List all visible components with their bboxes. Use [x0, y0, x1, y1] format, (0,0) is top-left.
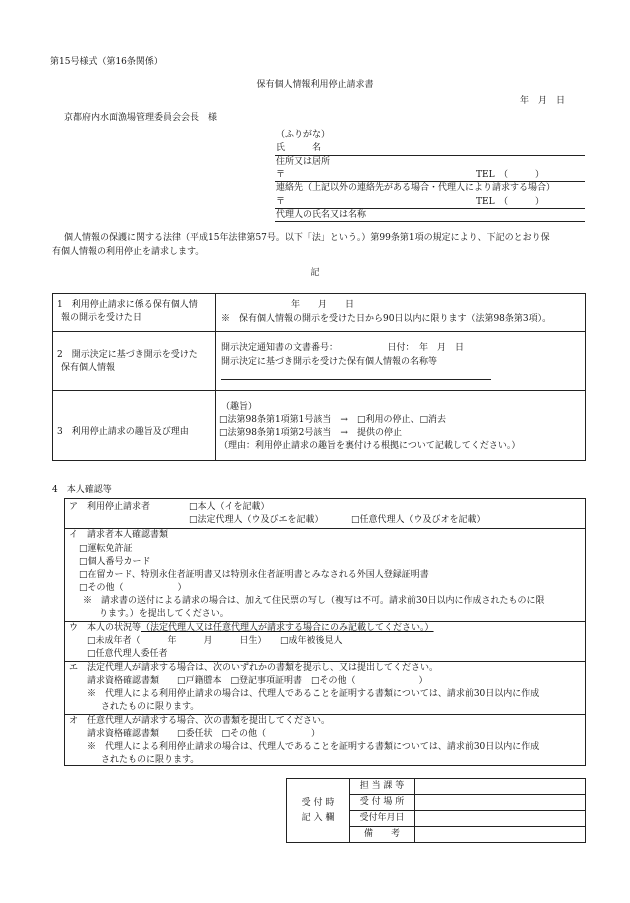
postal-mark-2: 〒: [276, 197, 286, 207]
e-note-2: されたものに限ります。: [101, 702, 200, 712]
e-note-1: ※ 代理人による利用停止請求の場合は、代理人であることを証明する書類については、請求前30日以内に作成: [87, 689, 540, 699]
reception-table: [286, 778, 586, 843]
e-docs: 請求資格確認書類 □戸籍謄本 □登記事項証明書 □その他（ ）: [87, 676, 428, 686]
tel-1: TEL （ ）: [476, 170, 545, 180]
id-sep-4: [65, 714, 585, 715]
row2-docnum: 開示決定通知書の文書番号： 日付： 年 月 日: [221, 343, 465, 353]
i-doc-residence: □在留カード、特別永住者証明書又は特別永住者証明書とみなされる外国人登録証明書: [79, 570, 429, 580]
o-docs: 請求資格確認書類 □委任状 □その他（ ）: [87, 729, 321, 739]
a-option-self: □本人（イを記載）: [189, 502, 270, 512]
identity-table: [64, 498, 586, 766]
row3-gist: （趣旨）: [221, 402, 258, 412]
row-sep-2: [53, 390, 585, 391]
reception-label-1: 受 付 時: [301, 798, 335, 809]
u-label-underlined: （法定代理人又は任意代理人が請求する場合にのみ記載してください。）: [141, 623, 434, 633]
u-label-prefix: ウ 本人の状況等: [69, 623, 142, 633]
document-title: 保有個人情報利用停止請求書: [256, 80, 374, 90]
a-option-voluntary: □任意代理人（ウ及びオを記載）: [351, 515, 486, 525]
request-table: [52, 293, 586, 461]
reception-value[interactable]: [415, 811, 586, 827]
contact-line: [275, 208, 585, 209]
i-note-2: ります。）を提出してください。: [99, 609, 229, 619]
u-option-2: □任意代理人委任者: [87, 649, 168, 659]
tel-2: TEL （ ）: [476, 197, 545, 207]
agent-line: [275, 221, 585, 222]
row1-date: 年 月 日: [291, 300, 355, 310]
contact-label: 連絡先（上記以外の連絡先がある場合・代理人により請求する場合）: [276, 183, 556, 193]
reception-label-cell: [287, 779, 350, 843]
i-label: イ 請求者本人確認書類: [69, 530, 169, 540]
reception-value[interactable]: [415, 779, 586, 795]
a-label: ア 利用停止請求者: [69, 502, 151, 512]
row3-option-1: □法第98条第1項第1号該当 → □利用の停止、□消去: [219, 415, 446, 425]
row2-label-1: 2 開示決定に基づき開示を受けた: [57, 350, 198, 360]
o-note-2: されたものに限ります。: [101, 755, 200, 765]
form-number: 第15号様式（第16条関係）: [50, 57, 163, 67]
address-line: [275, 181, 585, 182]
reception-label-2: 記 入 欄: [301, 812, 335, 823]
date-line: 年 月 日: [520, 96, 566, 106]
reception-row-label: 受付年月日: [350, 811, 415, 827]
row1-note: ※ 保有個人情報の開示を受けた日から90日以内に限ります（法第98条第3項）。: [221, 314, 552, 324]
i-doc-license: □運転免許証: [79, 544, 133, 554]
o-note-1: ※ 代理人による利用停止請求の場合は、代理人であることを証明する書類については、請求前30日以内に作成: [87, 742, 540, 752]
row2-label-2: 保有個人情報: [61, 363, 116, 373]
intro-line-1: 個人情報の保護に関する法律（平成15年法律第57号。以下「法」という。）第99条第1項の規定により、下記のとおり保: [64, 233, 550, 243]
i-note-1: ※ 請求書の送付による請求の場合は、加えて住民票の写し（複写は不可。請求前30日以内に作成されたものに限: [83, 596, 545, 606]
furigana-label: （ふりがな）: [276, 130, 331, 140]
row3-option-2: □法第98条第1項第2号該当 → 提供の停止: [219, 428, 402, 438]
reception-value[interactable]: [415, 795, 586, 811]
row3-reason: （理由：利用停止請求の趣旨を裏付ける根拠について記載してください。）: [219, 441, 521, 451]
o-label: オ 任意代理人が請求する場合、次の書類を提出してください。: [69, 716, 331, 726]
row2-name: 開示決定に基づき開示を受けた保有個人情報の名称等: [221, 357, 438, 367]
identity-heading: 4 本人確認等: [52, 485, 112, 495]
reception-row-label: 受 付 場 所: [350, 795, 415, 811]
e-label: エ 法定代理人が請求する場合は、次のいずれかの書類を提示し、又は提出してください。: [69, 663, 439, 673]
id-sep-1: [65, 528, 585, 529]
row1-label-1: 1 利用停止請求に係る保有個人情: [57, 300, 198, 310]
row1-label-2: 報の開示を受けた日: [61, 313, 143, 323]
addressee: 京都府内水面漁場管理委員会会長 様: [64, 113, 218, 123]
a-option-legal: □法定代理人（ウ及びエを記載）: [189, 515, 324, 525]
id-sep-2: [65, 621, 585, 622]
row2-name-line: [221, 379, 491, 380]
table-divider: [215, 294, 216, 460]
name-label: 氏 名: [276, 143, 322, 153]
reception-row-label: 担 当 課 等: [350, 779, 415, 795]
i-doc-other: □その他（ ）: [79, 583, 187, 593]
reception-value[interactable]: [415, 827, 586, 843]
agent-name-label: 代理人の氏名又は名称: [276, 210, 367, 220]
postal-mark-1: 〒: [276, 170, 286, 180]
address-label: 住所又は居所: [276, 157, 331, 167]
ki-label: 記: [310, 268, 320, 278]
u-option-1: □未成年者（ 年 月 日生） □成年被後見人: [87, 636, 343, 646]
i-doc-mynumber: □個人番号カード: [79, 557, 151, 567]
intro-line-2: 有個人情報の利用停止を請求します。: [52, 247, 205, 257]
row3-label: 3 利用停止請求の趣旨及び理由: [57, 427, 189, 437]
row-sep-1: [53, 331, 585, 332]
name-line: [275, 155, 585, 156]
reception-row-label: 備 考: [350, 827, 415, 843]
u-label: [69, 623, 434, 634]
id-sep-3: [65, 661, 585, 662]
